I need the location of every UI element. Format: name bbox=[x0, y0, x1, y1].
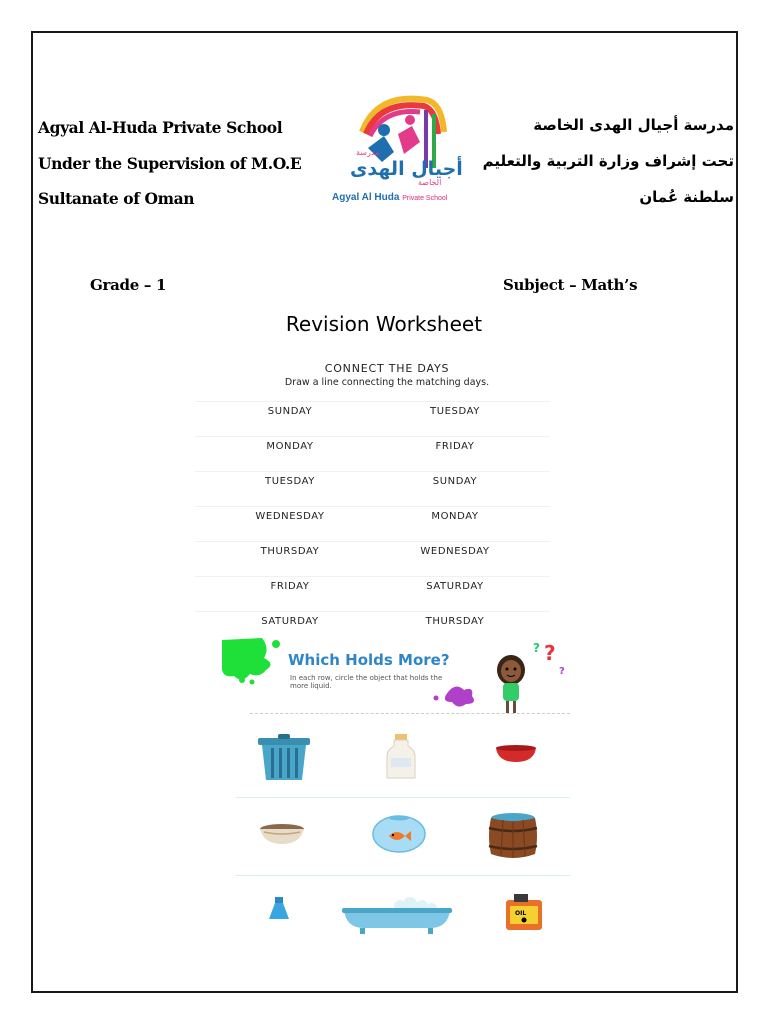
day-row bbox=[195, 541, 550, 576]
day-right[interactable]: MONDAY bbox=[431, 511, 479, 522]
day-row bbox=[195, 506, 550, 541]
day-right[interactable]: THURSDAY bbox=[425, 616, 485, 627]
red-bowl-icon[interactable] bbox=[494, 742, 538, 768]
logo-arabic-private: الخاصة bbox=[418, 178, 442, 187]
day-left[interactable]: WEDNESDAY bbox=[255, 511, 325, 522]
day-right[interactable]: WEDNESDAY bbox=[420, 546, 490, 557]
country-arabic: سلطنة عُمان bbox=[639, 188, 734, 206]
small-flask-icon[interactable] bbox=[267, 897, 291, 925]
day-left[interactable]: SUNDAY bbox=[267, 406, 313, 417]
day-left[interactable]: TUESDAY bbox=[265, 476, 315, 487]
wooden-barrel-icon[interactable] bbox=[487, 812, 539, 864]
milk-bottle-icon[interactable] bbox=[385, 734, 417, 784]
day-left[interactable]: SATURDAY bbox=[261, 616, 319, 627]
bathtub-icon[interactable] bbox=[340, 894, 454, 940]
day-row bbox=[195, 471, 550, 506]
svg-text:OIL: OIL bbox=[515, 910, 527, 917]
day-right[interactable]: SATURDAY bbox=[426, 581, 484, 592]
supervision-arabic: تحت إشراف وزارة التربية والتعليم bbox=[482, 152, 734, 170]
day-left[interactable]: MONDAY bbox=[266, 441, 314, 452]
supervision-english: Under the Supervision of M.O.E bbox=[38, 154, 302, 173]
grade-label: Grade – 1 bbox=[90, 276, 167, 294]
svg-text:?: ? bbox=[559, 666, 565, 677]
logo-arabic-name: أجيال الهدى bbox=[350, 158, 463, 180]
school-name-english: Agyal Al-Huda Private School bbox=[38, 118, 283, 137]
holds-more-title: Which Holds More? bbox=[288, 651, 450, 669]
connect-days-instruction: Draw a line connecting the matching days. bbox=[284, 377, 490, 388]
connect-days-title: CONNECT THE DAYS bbox=[324, 362, 450, 375]
day-right[interactable]: FRIDAY bbox=[435, 441, 475, 452]
day-right[interactable]: SUNDAY bbox=[432, 476, 478, 487]
logo-english-school: Agyal Al Huda bbox=[332, 192, 400, 203]
day-right[interactable]: TUESDAY bbox=[430, 406, 480, 417]
country-english: Sultanate of Oman bbox=[38, 189, 195, 208]
oil-can-icon[interactable] bbox=[502, 894, 546, 936]
subject-label: Subject – Math’s bbox=[503, 276, 638, 294]
day-left[interactable]: FRIDAY bbox=[270, 581, 310, 592]
green-splash bbox=[222, 638, 271, 680]
school-name-arabic: مدرسة أجيال الهدى الخاصة bbox=[533, 116, 734, 134]
divider bbox=[236, 797, 570, 798]
school-logo bbox=[332, 92, 464, 210]
svg-text:?: ? bbox=[544, 641, 556, 665]
logo-english-private: Private School bbox=[402, 195, 448, 202]
divider bbox=[250, 713, 570, 714]
logo-arabic-small: مدرسة bbox=[356, 148, 380, 157]
holds-more-instruction: In each row, circle the object that holds the more liquid. bbox=[290, 674, 443, 690]
fish-bowl-icon[interactable] bbox=[371, 814, 427, 858]
logo-english-name bbox=[332, 192, 464, 203]
day-row bbox=[195, 401, 550, 436]
worksheet-title: Revision Worksheet bbox=[285, 312, 483, 336]
day-left[interactable]: THURSDAY bbox=[260, 546, 320, 557]
holds-more-banner bbox=[220, 634, 575, 714]
day-row bbox=[195, 436, 550, 471]
small-bowl-icon[interactable] bbox=[258, 822, 306, 850]
day-row bbox=[195, 576, 550, 611]
trash-can-icon[interactable] bbox=[254, 734, 314, 786]
divider bbox=[236, 875, 570, 876]
svg-text:?: ? bbox=[533, 641, 540, 655]
